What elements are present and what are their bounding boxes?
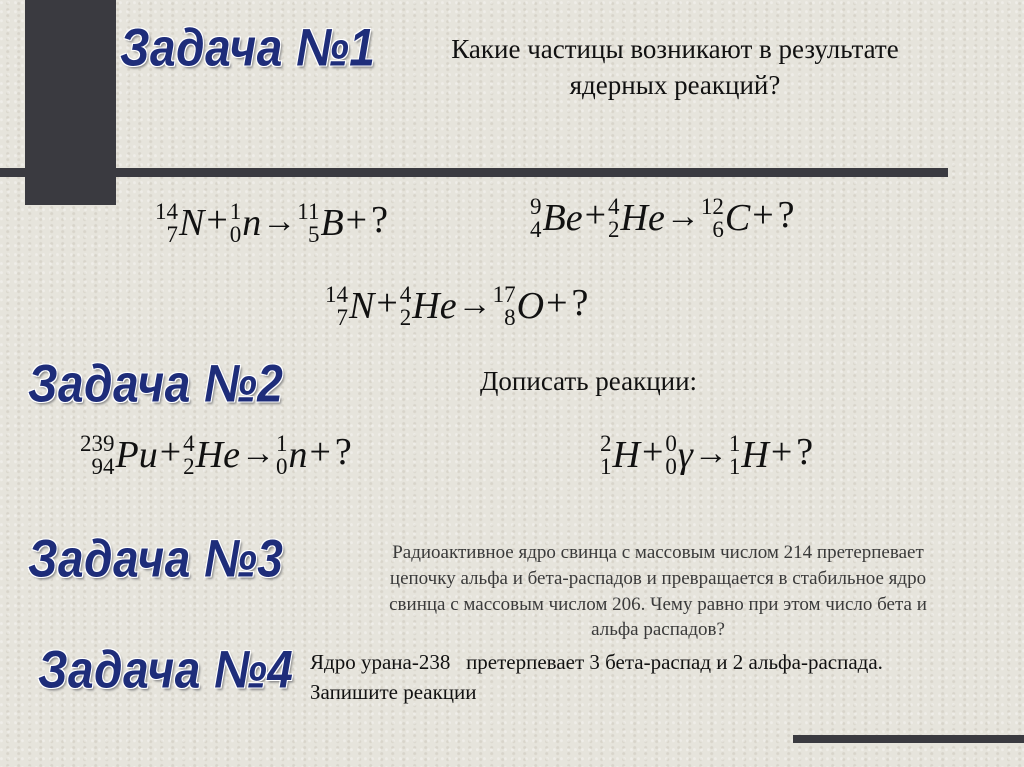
task1-question-line1: Какие частицы возникают в результате xyxy=(451,34,899,64)
task3-line3: свинца с массовым числом 206. Чему равно при этом число бета и xyxy=(389,593,927,615)
task3-text xyxy=(308,540,1008,643)
task4-line2: Запишите реакции xyxy=(310,680,477,705)
decor-horizontal-line-bottom xyxy=(793,735,1024,743)
task2-equation-1: 239 94 Pu + 4 2 He → 1 0 n + ? xyxy=(80,431,352,480)
task3-line2: цепочку альфа и бета-распадов и превращается в стабильное ядро xyxy=(389,567,927,589)
task3-line4: альфа распадов? xyxy=(591,619,725,641)
task1-title: Задача №1 xyxy=(120,17,376,77)
task3-title: Задача №3 xyxy=(28,528,284,588)
task1-equation-3: 14 7 N + 4 2 He → 17 8 O + ? xyxy=(325,282,589,331)
task4-line1: Ядро урана-238 претерпевает 3 бета-распад и 2 альфа-распада. xyxy=(310,650,883,674)
task3-line1: Радиоактивное ядро свинца с массовым числом 214 претерпевает xyxy=(392,542,924,563)
task1-equation-2: 9 4 Be + 4 2 He → 12 6 C + ? xyxy=(530,194,795,243)
decor-horizontal-line-top xyxy=(0,168,948,177)
task4-text xyxy=(310,647,883,708)
task1-question-line2: ядерных реакций? xyxy=(569,69,781,100)
task1-question xyxy=(380,32,970,104)
task2-prompt: Дописать реакции: xyxy=(480,366,698,396)
task2-equation-2: 2 1 H + 0 0 γ → 1 1 H + ? xyxy=(600,431,814,480)
task4-title: Задача №4 xyxy=(38,639,294,699)
task2-title: Задача №2 xyxy=(28,353,284,413)
task1-equation-1: 14 7 N + 1 0 n → 11 5 B + ? xyxy=(155,199,388,248)
